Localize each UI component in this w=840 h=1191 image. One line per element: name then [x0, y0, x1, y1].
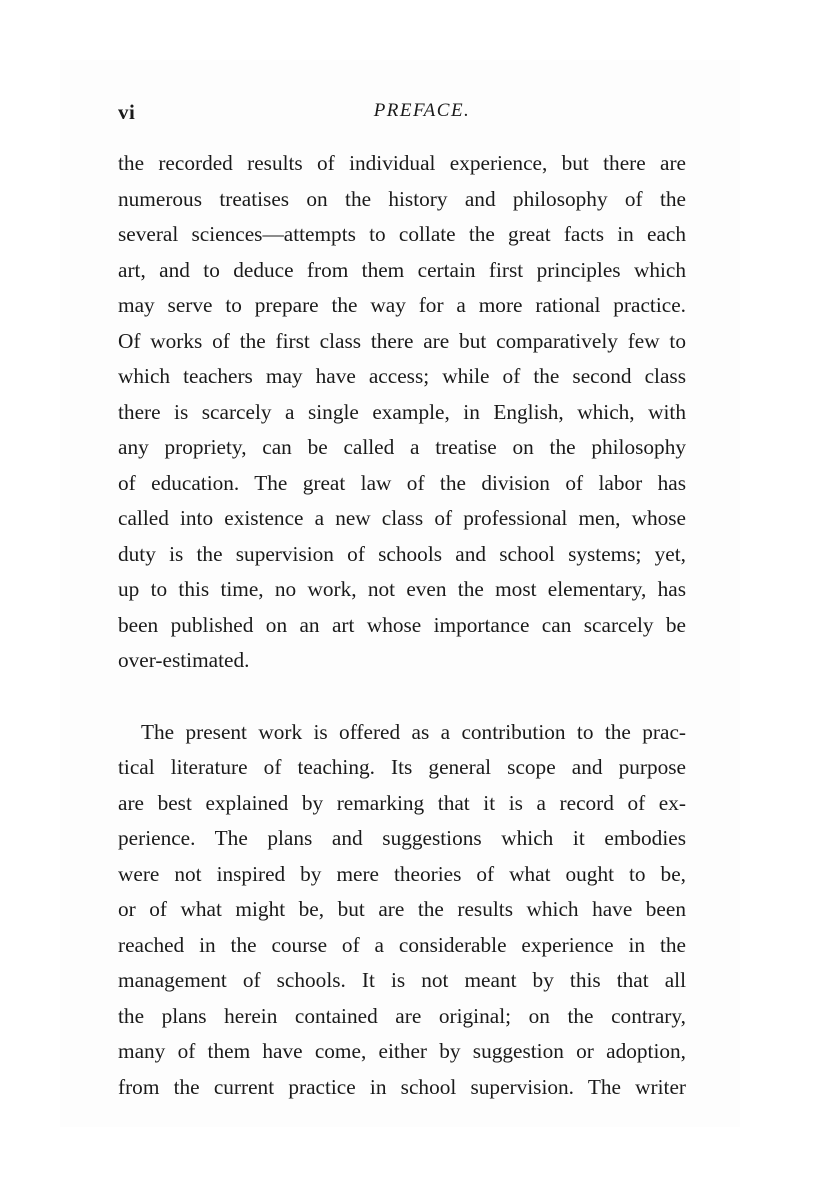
text-line: been published on an art whose importance can scarcely be	[118, 612, 686, 637]
running-head	[118, 100, 686, 130]
text-line: numerous treatises on the history and philosophy of the	[118, 186, 686, 211]
text-line: of education. The great law of the division of labor has	[118, 470, 686, 495]
text-line: several sciences—attempts to collate the great facts in each	[118, 222, 686, 246]
paragraph-1	[118, 146, 686, 679]
text-line: the recorded results of individual experience, but there are	[118, 151, 686, 175]
text-line: management of schools. It is not meant by this that all	[118, 968, 686, 992]
text-line: or of what might be, but are the results which have been	[118, 897, 686, 921]
text-line: reached in the course of a considerable experience in the	[118, 932, 686, 957]
text-line: tical literature of teaching. Its general scope and purpose	[118, 755, 686, 779]
text-line: there is scarcely a single example, in English, which, with	[118, 399, 686, 424]
text-line: many of them have come, either by suggestion or adoption,	[118, 1039, 686, 1063]
text-line: from the current practice in school supervision. The writer	[118, 1074, 686, 1099]
text-line: duty is the supervision of schools and school systems; yet,	[118, 541, 686, 566]
text-line: up to this time, no work, not even the most elementary, has	[118, 577, 686, 601]
text-line: which teachers may have access; while of the second class	[118, 364, 686, 388]
text-line: Of works of the first class there are but comparatively few to	[118, 328, 686, 353]
text-line: The present work is offered as a contribution to the prac-	[141, 719, 686, 744]
text-line: called into existence a new class of professional men, whose	[118, 506, 686, 530]
body-text	[118, 146, 686, 1105]
chapter-title: PREFACE.	[373, 100, 471, 121]
text-line: are best explained by remarking that it is a record of ex-	[118, 790, 686, 815]
paragraph-2	[118, 715, 686, 1106]
text-line: may serve to prepare the way for a more rational practice.	[118, 293, 686, 317]
text-line: were not inspired by mere theories of what ought to be,	[118, 861, 686, 886]
page-number: vi	[118, 100, 136, 124]
text-line: any propriety, can be called a treatise on the philosophy	[118, 435, 686, 459]
text-line: the plans herein contained are original; on the contrary,	[118, 1003, 686, 1028]
text-line: art, and to deduce from them certain first principles which	[118, 257, 686, 282]
paragraph-gap	[118, 679, 686, 715]
text-line: over-estimated.	[118, 648, 250, 672]
text-line: perience. The plans and suggestions which it embodies	[118, 826, 686, 850]
